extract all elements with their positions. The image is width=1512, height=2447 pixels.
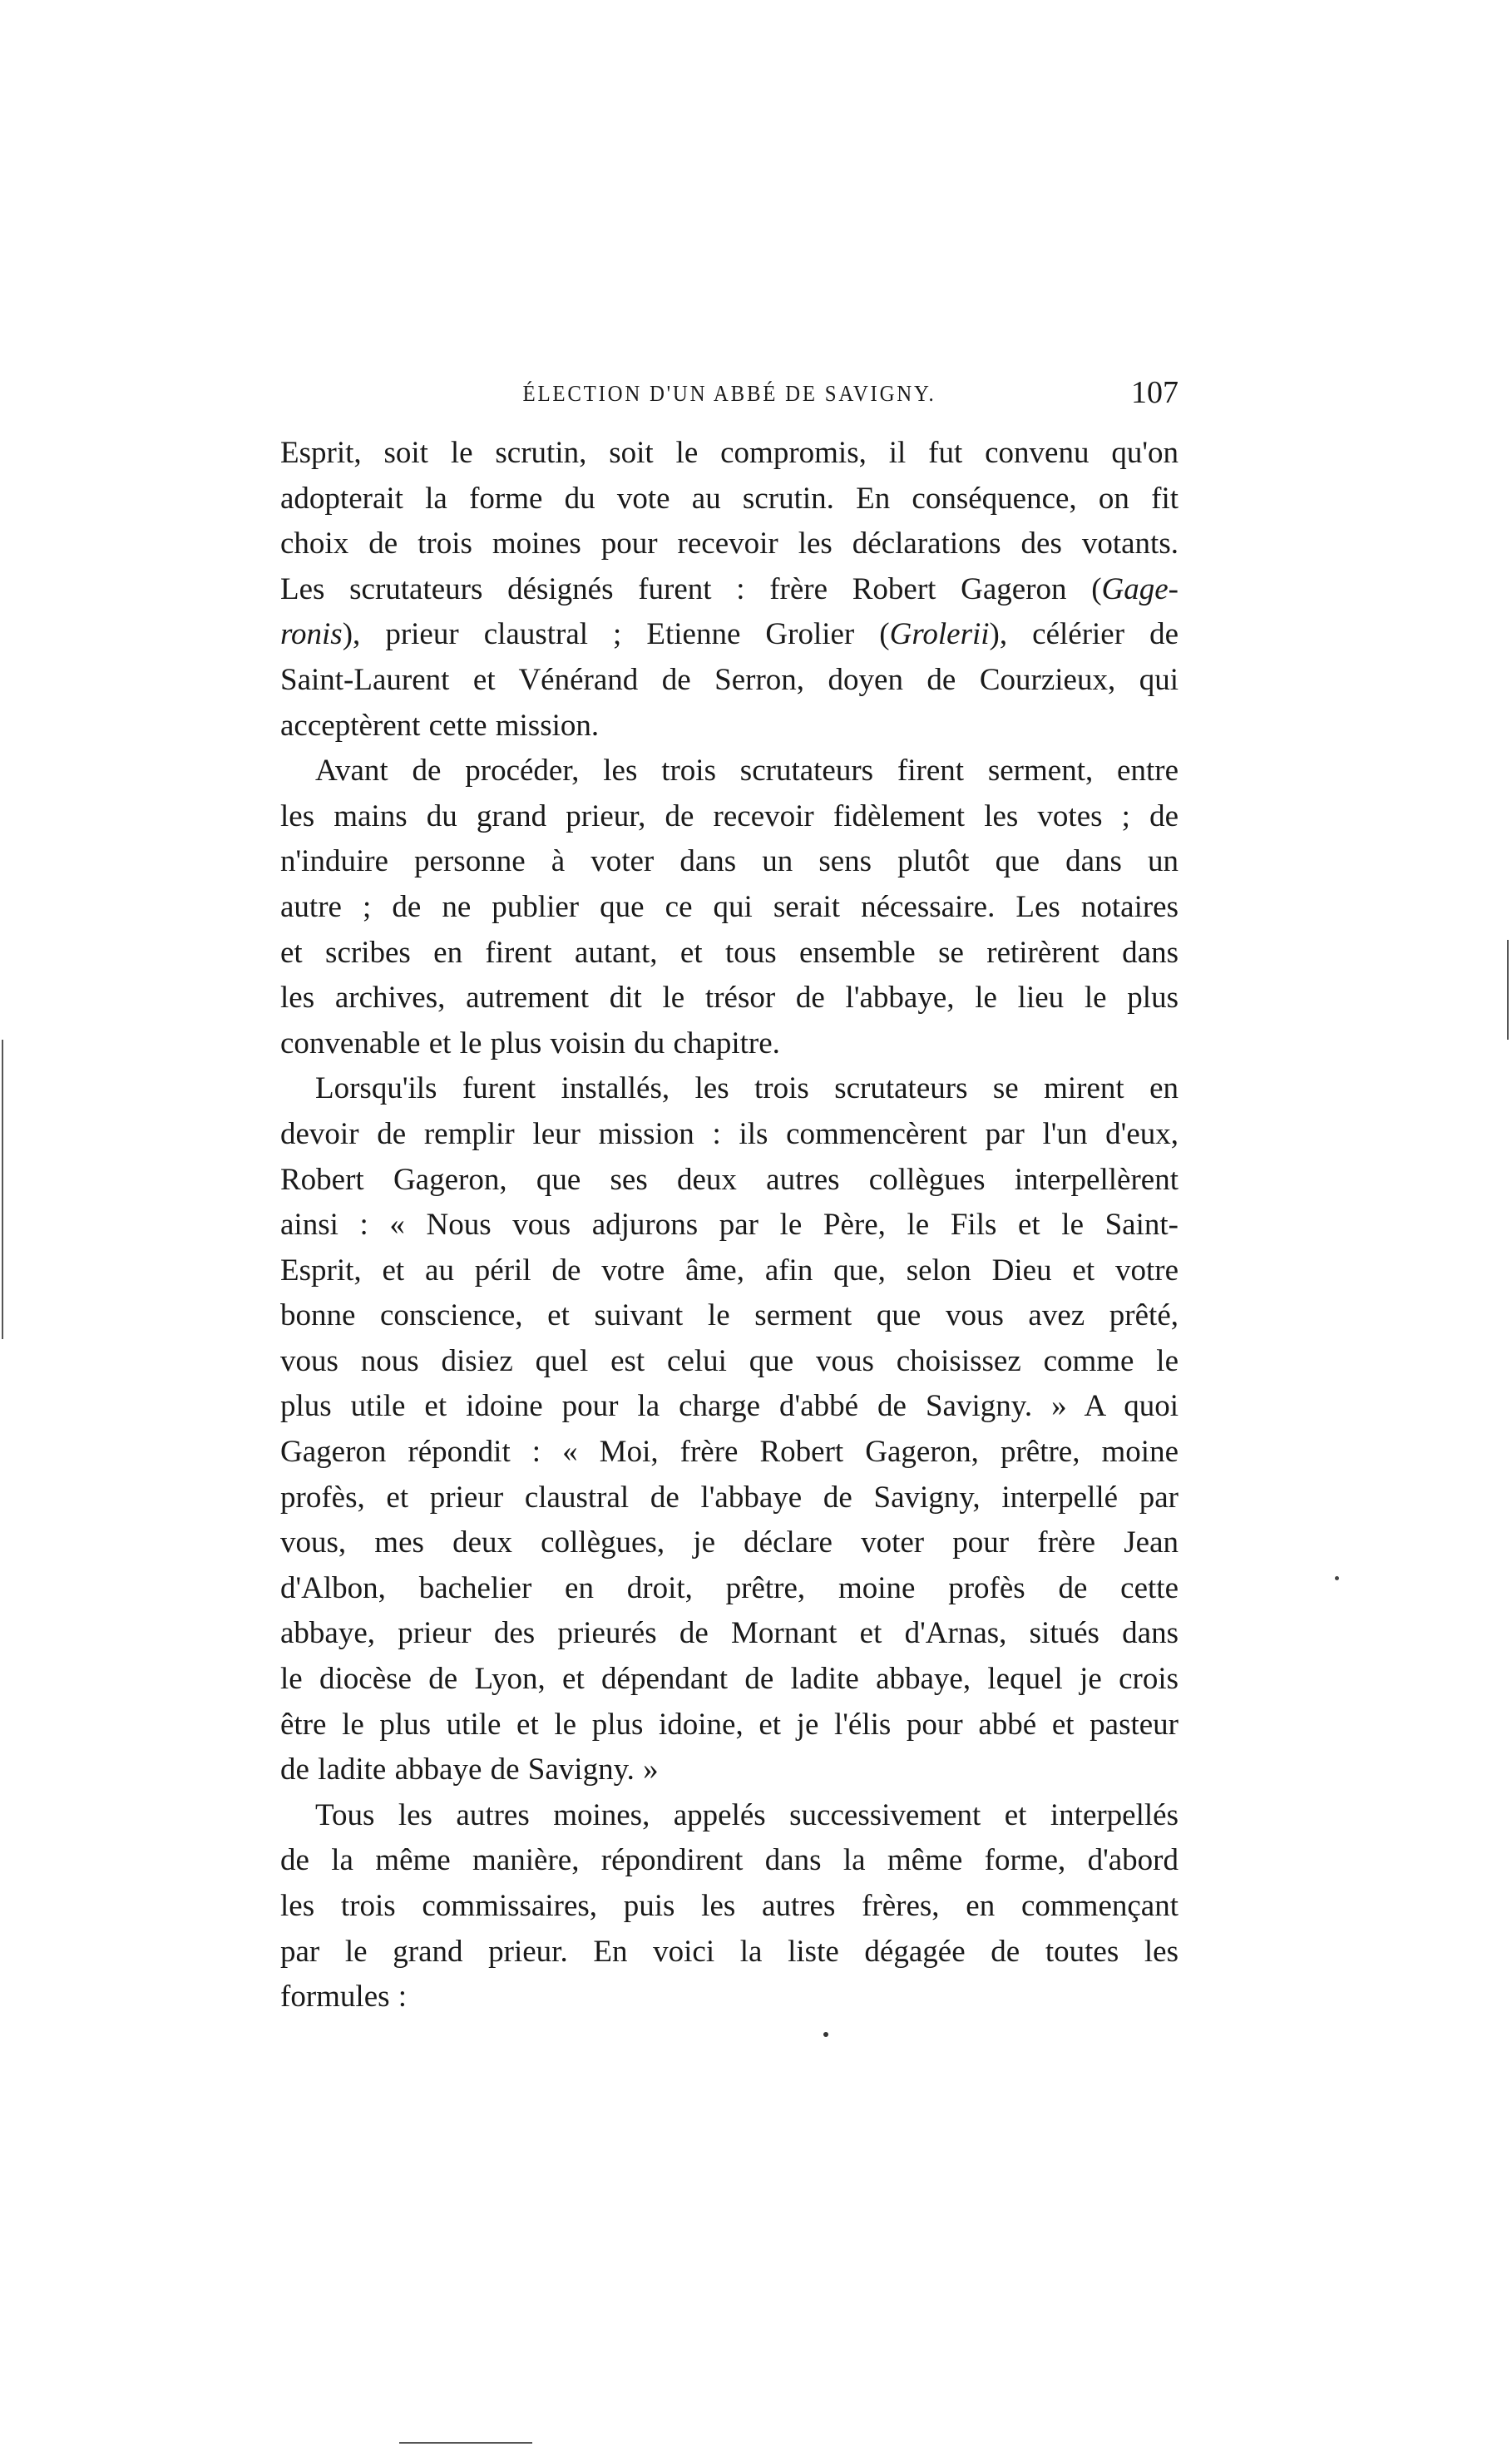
- text-line: [280, 1566, 1178, 1612]
- text-line: [280, 1657, 1178, 1703]
- scan-edge-mark: [1507, 940, 1509, 1040]
- text-segment: Esprit, soit le scrutin, soit le compromis, il fut convenu qu'on: [280, 436, 1178, 470]
- text-line: [280, 431, 1178, 477]
- text-line: [280, 976, 1178, 1021]
- paragraph: [280, 749, 1178, 1066]
- text-line: [280, 839, 1178, 885]
- running-head-title: ÉLECTION D'UN ABBÉ DE SAVIGNY.: [522, 381, 936, 406]
- running-head: [280, 375, 1178, 423]
- text-segment: Tous les autres moines, appelés successivement et interpellés: [315, 1797, 1178, 1832]
- text-line: [280, 1975, 1178, 2020]
- text-line: [280, 1748, 1178, 1793]
- text-segment: convenable et le plus voisin du chapitre.: [280, 1026, 780, 1060]
- text-segment: être le plus utile et le plus idoine, et je l'élis pour abbé et pasteur: [280, 1707, 1178, 1742]
- text-segment: vous nous disiez quel est celui que vous choisissez comme le: [280, 1343, 1178, 1378]
- page-number: 107: [1131, 375, 1178, 410]
- text-line: [280, 794, 1178, 840]
- text-segment: et scribes en firent autant, et tous ensemble se retirèrent dans: [280, 935, 1178, 970]
- paragraph: [280, 1793, 1178, 2020]
- text-line: [280, 522, 1178, 567]
- text-segment: par le grand prieur. En voici la liste dégagée de toutes les: [280, 1934, 1178, 1969]
- text-line: [280, 885, 1178, 931]
- print-speck: [823, 2032, 828, 2037]
- text-segment: les archives, autrement dit le trésor de l'abbaye, le lieu le plus: [280, 981, 1178, 1016]
- print-speck: [1335, 1576, 1339, 1580]
- text-line: [280, 658, 1178, 704]
- text-line: [280, 1703, 1178, 1748]
- text-segment: ), prieur claustral ; Etienne Grolier (: [342, 617, 890, 652]
- text-segment: ), célérier de: [989, 617, 1178, 652]
- text-segment: ainsi : « Nous vous adjurons par le Père, le Fils et le Saint-: [280, 1208, 1178, 1243]
- text-line: [280, 1884, 1178, 1930]
- text-line: [280, 749, 1178, 794]
- text-segment: le diocèse de Lyon, et dépendant de ladite abbaye, lequel je crois: [280, 1662, 1178, 1697]
- text-line: [280, 1611, 1178, 1657]
- text-line: [280, 1520, 1178, 1566]
- scan-edge-mark: [399, 2442, 532, 2444]
- italic-text: Gage-: [1101, 571, 1178, 606]
- text-segment: plus utile et idoine pour la charge d'abbé de Savigny. » A quoi: [280, 1389, 1178, 1424]
- text-line: [280, 1339, 1178, 1385]
- text-line: [280, 931, 1178, 976]
- paragraph: [280, 1066, 1178, 1793]
- text-line: [280, 477, 1178, 522]
- text-line: [280, 1248, 1178, 1294]
- text-line: [280, 1021, 1178, 1067]
- italic-text: ronis: [280, 617, 343, 652]
- text-segment: profès, et prieur claustral de l'abbaye de Savigny, interpellé par: [280, 1480, 1178, 1515]
- text-segment: adopterait la forme du vote au scrutin. En conséquence, on fit: [280, 481, 1178, 516]
- italic-text: Grolerii: [889, 617, 990, 652]
- text-line: [280, 1430, 1178, 1476]
- text-line: [280, 567, 1178, 613]
- text-line: [280, 612, 1178, 658]
- text-line: [280, 1112, 1178, 1158]
- text-segment: Les scrutateurs désignés furent : frère Robert Gageron (: [280, 571, 1102, 606]
- text-line: [280, 1838, 1178, 1884]
- text-segment: acceptèrent cette mission.: [280, 708, 600, 743]
- text-segment: choix de trois moines pour recevoir les déclarations des votants.: [280, 526, 1178, 561]
- text-segment: les trois commissaires, puis les autres frères, en commençant: [280, 1889, 1178, 1923]
- text-segment: Avant de procéder, les trois scrutateurs firent serment, entre: [315, 754, 1178, 788]
- text-line: [280, 1930, 1178, 1975]
- text-segment: vous, mes deux collègues, je déclare voter pour frère Jean: [280, 1525, 1178, 1560]
- text-line: [280, 1476, 1178, 1521]
- text-segment: les mains du grand prieur, de recevoir fidèlement les votes ; de: [280, 798, 1178, 833]
- text-line: [280, 1203, 1178, 1248]
- text-line: [280, 1793, 1178, 1839]
- text-segment: Robert Gageron, que ses deux autres collègues interpellèrent: [280, 1162, 1178, 1197]
- scan-edge-mark: [2, 1040, 3, 1339]
- text-segment: Esprit, et au péril de votre âme, afin que, selon Dieu et votre: [280, 1253, 1178, 1288]
- text-line: [280, 704, 1178, 749]
- body-text: [280, 431, 1178, 2020]
- text-segment: d'Albon, bachelier en droit, prêtre, moine profès de cette: [280, 1570, 1178, 1605]
- text-segment: n'induire personne à voter dans un sens plutôt que dans un: [280, 844, 1178, 879]
- text-segment: Lorsqu'ils furent installés, les trois scrutateurs se mirent en: [315, 1071, 1178, 1106]
- text-line: [280, 1293, 1178, 1339]
- text-segment: Saint-Laurent et Vénérand de Serron, doyen de Courzieux, qui: [280, 662, 1178, 697]
- text-line: [280, 1384, 1178, 1430]
- text-segment: autre ; de ne publier que ce qui serait nécessaire. Les notaires: [280, 889, 1178, 924]
- text-segment: de la même manière, répondirent dans la même forme, d'abord: [280, 1843, 1178, 1878]
- text-segment: bonne conscience, et suivant le serment que vous avez prêté,: [280, 1298, 1178, 1333]
- text-line: [280, 1066, 1178, 1112]
- text-segment: de ladite abbaye de Savigny. »: [280, 1752, 659, 1787]
- text-segment: Gageron répondit : « Moi, frère Robert Gageron, prêtre, moine: [280, 1435, 1178, 1470]
- paragraph: [280, 431, 1178, 749]
- text-line: [280, 1158, 1178, 1204]
- text-segment: devoir de remplir leur mission : ils commencèrent par l'un d'eux,: [280, 1116, 1178, 1151]
- text-segment: formules :: [280, 1980, 408, 2014]
- text-segment: abbaye, prieur des prieurés de Mornant et d'Arnas, situés dans: [280, 1616, 1178, 1651]
